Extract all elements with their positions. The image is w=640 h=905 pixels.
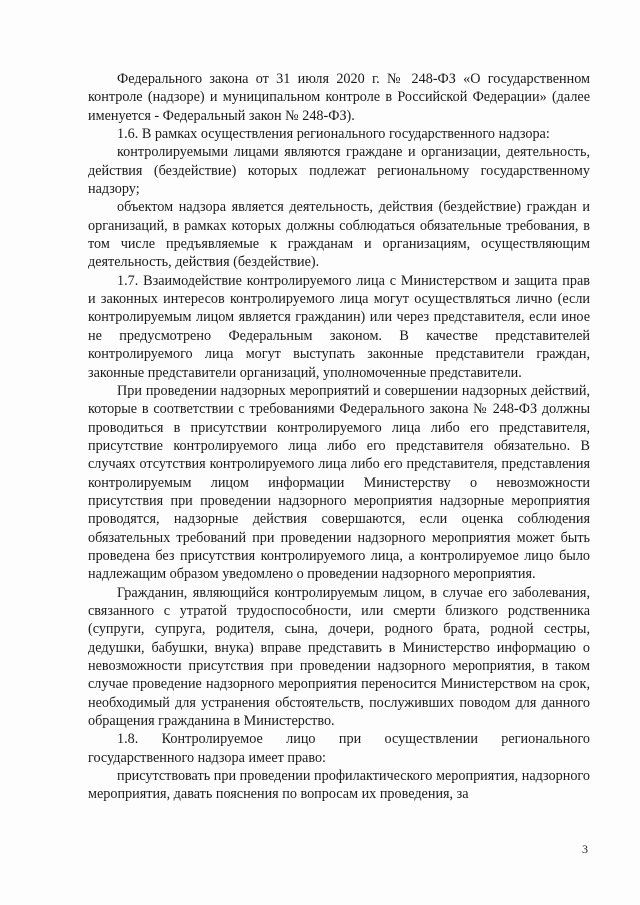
paragraph: 1.6. В рамках осуществления регионального государственного надзора: [117,126,550,143]
paragraph: 1.7. Взаимодействие контролируемого лица с Министерством и защита прав и законных интересов контролируемого лица могут осуществляться лично (если контролируемым лицом является гражданин) или через представителя, если иное не предусмотрено Федеральным законом. В качестве представителей контролируемого лица могут выступать законные представители граждан, законные представители организаций, уполномоченные представители. [88,272,590,381]
page-number: 3 [582,842,588,856]
paragraph: присутствовать при проведении профилактического мероприятия, надзорного мероприятия, давать пояснения по вопросам их проведения, за [88,768,590,803]
paragraph: Федерального закона от 31 июля 2020 г. № 248-ФЗ «О государственном контроле (надзоре) и муниципальном контроле в Российской Федерации» (далее именуется - Федеральный закон № 248-ФЗ). [88,71,590,124]
paragraph: 1.8. Контролируемое лицо при осуществлении регионального государственного надзора имеет право: [88,731,590,766]
paragraph: Гражданин, являющийся контролируемым лицом, в случае его заболевания, связанного с утратой трудоспособности, или смерти близкого родственника (супруги, супруга, родителя, сына, дочери, родного брата, родной сестры, дедушки, бабушки, внука) вправе представить в Министерство информацию о невозможности присутствия при проведении надзорного мероприятия, в таком случае проведение надзорного мероприятия переносится Министерством на срок, необходимый для устранения обстоятельств, послуживших поводом для данного обращения гражданина в Министерство. [88,584,590,730]
paragraph: При проведении надзорных мероприятий и совершении надзорных действий, которые в соответствии с требованиями Федерального закона № 248-ФЗ должны проводиться в присутствии контролируемого лица либо его представителя, присутствие контролируемого лица либо его представителя обязательно. В случаях отсутствия контролируемого лица либо его представителя, представления контролируемым лицом информации Министерству о невозможности присутствия при проведении надзорного мероприятия надзорные мероприятия проводятся, надзорные действия совершаются, если оценка соблюдения обязательных требований при проведении надзорного мероприятия может быть проведена без присутствия контролируемого лица, а контролируемое лицо было надлежащим образом уведомлено о проведении надзорного мероприятия. [88,382,590,583]
paragraph: объектом надзора является деятельность, действия (бездействие) граждан и организаций, в рамках которых должны соблюдаться обязательные требования, в том числе предъявляемые к гражданам и организациям, осуществляющим деятельность, действия (бездействие). [88,199,590,271]
paragraph: контролируемыми лицами являются граждане и организации, деятельность, действия (бездействие) которых подлежат региональному государственному надзору; [88,144,590,198]
document-body [88,70,590,804]
